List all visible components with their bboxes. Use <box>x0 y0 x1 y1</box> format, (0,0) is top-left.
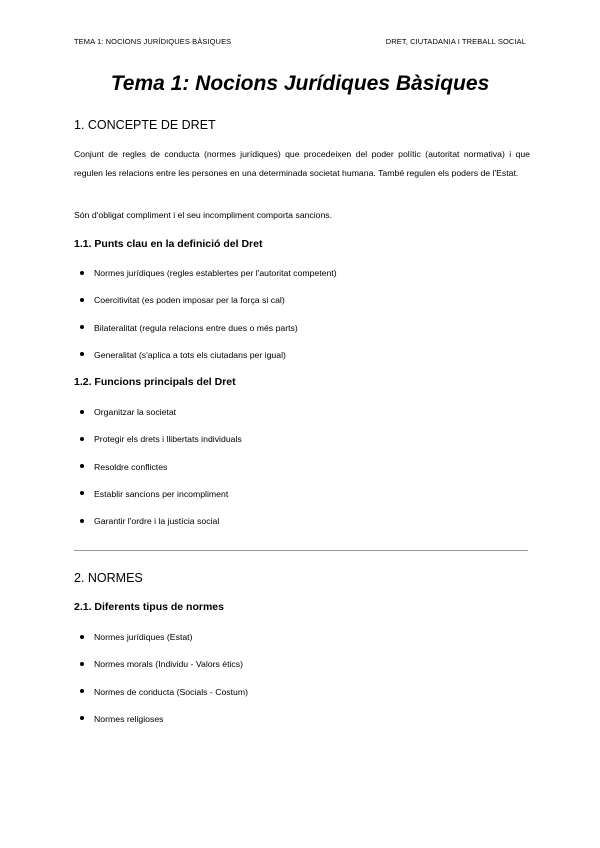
header-right: DRET, CIUTADANIA I TREBALL SOCIAL <box>385 37 526 46</box>
list-item: Garantir l'ordre i la justícia social <box>74 515 242 542</box>
list-item: Normes jurídiques (Estat) <box>74 631 248 658</box>
list-item: Protegir els drets i llibertats individuals <box>74 433 242 460</box>
section-divider <box>74 550 528 551</box>
list-item: Normes morals (Individu - Valors ètics) <box>74 658 248 685</box>
list-item: Organitzar la societat <box>74 406 242 433</box>
section-1-paragraph-1: Conjunt de regles de conducta (normes jurídiques) que procedeixen del poder polític (autoritat normativa) i que regulen les relacions entre les persones en una determinada societat humana. També regulen els poders de l'Estat. <box>74 149 530 178</box>
subsection-2-1-heading: 2.1. Diferents tipus de normes <box>74 601 224 613</box>
subsection-1-1-list <box>74 267 337 376</box>
bullet-icon <box>80 271 84 275</box>
bullet-icon <box>80 491 84 495</box>
list-item: Bilateralitat (regula relacions entre dues o més parts) <box>74 322 337 349</box>
list-item: Normes de conducta (Socials - Costum) <box>74 686 248 713</box>
bullet-icon <box>80 689 84 693</box>
bullet-icon <box>80 352 84 356</box>
header-left: TEMA 1: NOCIONS JURÍDIQUES BÀSIQUES <box>74 37 232 46</box>
bullet-icon <box>80 519 84 523</box>
section-1-paragraph-2: Són d'obligat compliment i el seu incompliment comporta sancions. <box>74 210 333 220</box>
list-item: Establir sancions per incompliment <box>74 488 242 515</box>
bullet-icon <box>80 410 84 414</box>
subsection-1-2-list <box>74 406 242 542</box>
list-item: Normes jurídiques (regles establertes per l'autoritat competent) <box>74 267 337 294</box>
section-2-heading: 2. NORMES <box>74 571 143 585</box>
list-item: Generalitat (s'aplica a tots els ciutadans per igual) <box>74 349 337 376</box>
list-item: Coercitivitat (es poden imposar per la força si cal) <box>74 294 337 321</box>
bullet-icon <box>80 437 84 441</box>
section-1-heading: 1. CONCEPTE DE DRET <box>74 118 216 132</box>
subsection-2-1-list <box>74 631 248 740</box>
bullet-icon <box>80 464 84 468</box>
document-title: Tema 1: Nocions Jurídiques Bàsiques <box>110 72 490 95</box>
bullet-icon <box>80 635 84 639</box>
page-header <box>74 37 526 46</box>
subsection-1-2-heading: 1.2. Funcions principals del Dret <box>74 376 236 388</box>
subsection-1-1-heading: 1.1. Punts clau en la definició del Dret <box>74 238 263 250</box>
bullet-icon <box>80 662 84 666</box>
bullet-icon <box>80 325 84 329</box>
list-item: Resoldre conflictes <box>74 461 242 488</box>
bullet-icon <box>80 298 84 302</box>
bullet-icon <box>80 716 84 720</box>
list-item: Normes religioses <box>74 713 248 740</box>
